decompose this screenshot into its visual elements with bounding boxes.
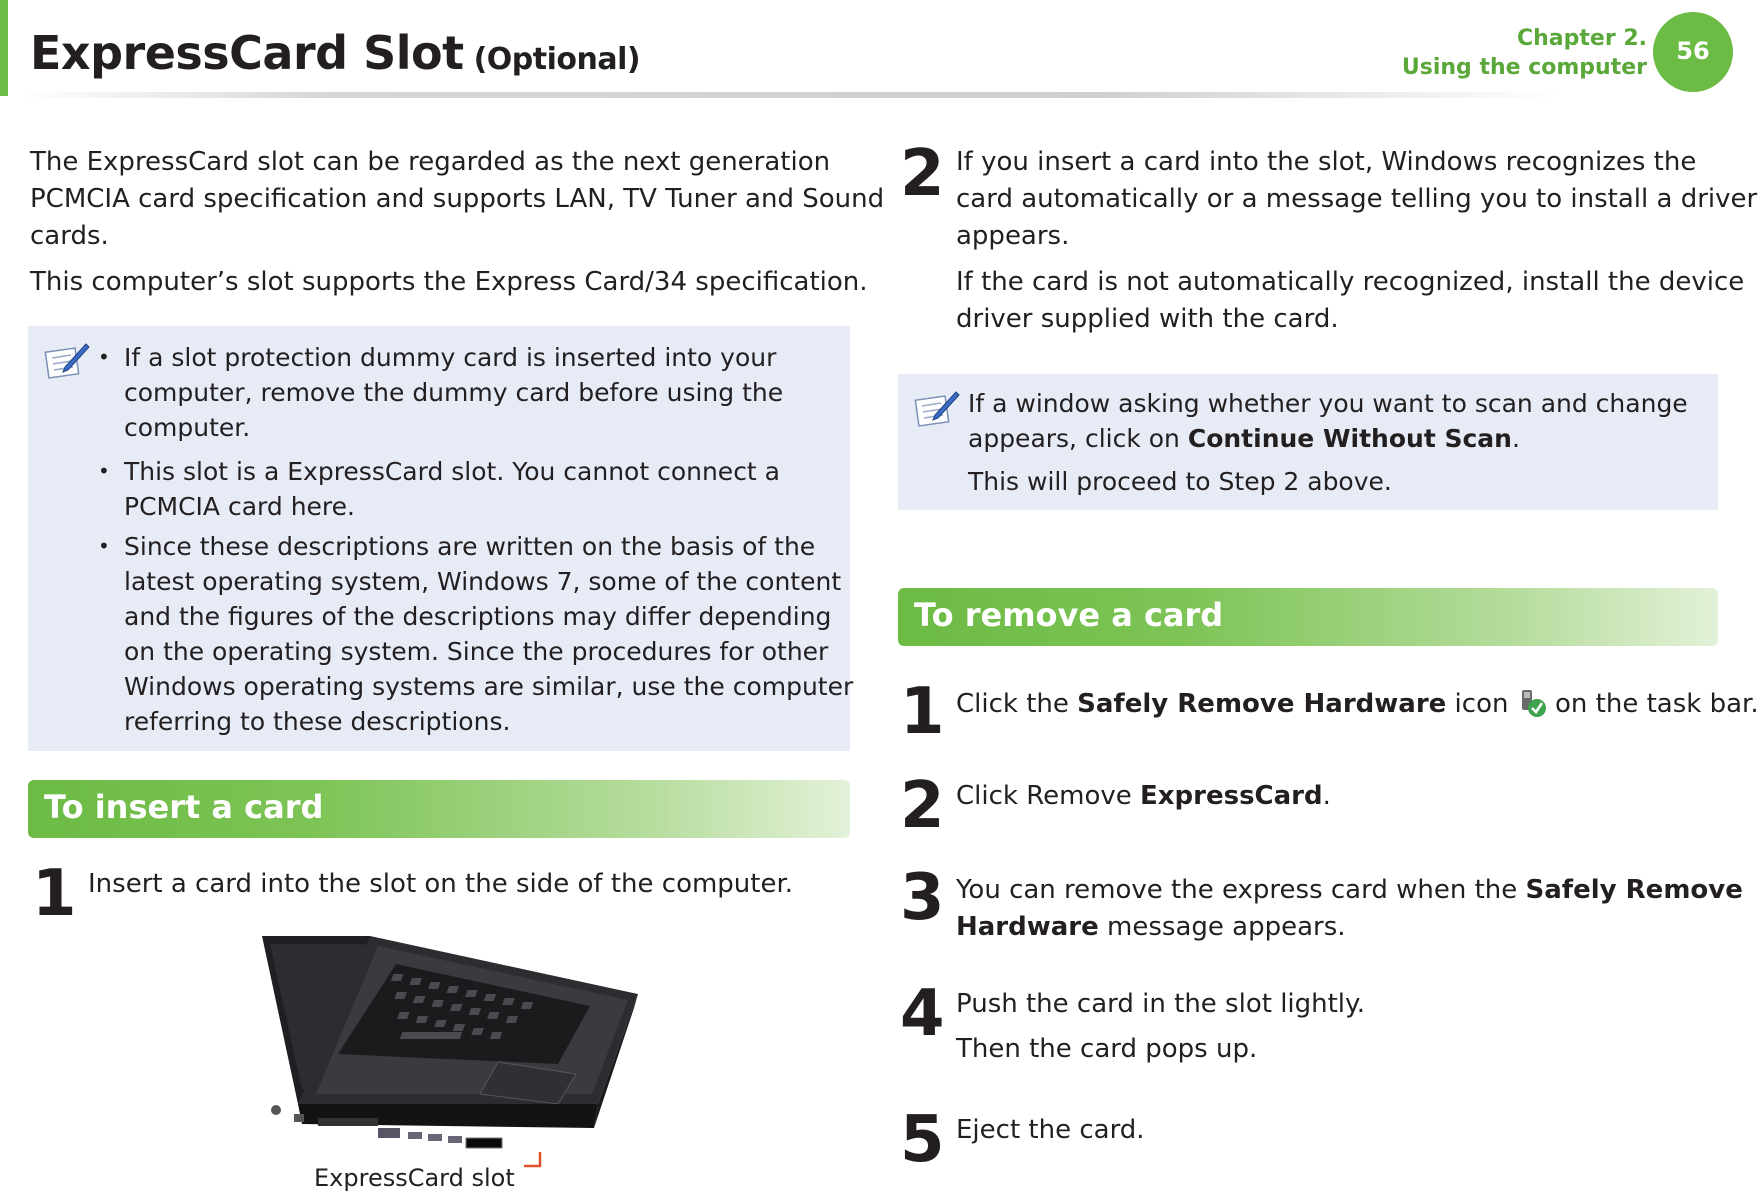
section-heading-remove: To remove a card bbox=[898, 588, 1718, 646]
step-text: You can remove the express card when the Safely Remove Hardware message appears. bbox=[956, 875, 1743, 942]
note-bullet-2: • This slot is a ExpressCard slot. You cannot connect a PCMCIA card here. bbox=[98, 457, 781, 521]
page-number-badge: 56 bbox=[1653, 12, 1733, 92]
note-text: If a window asking whether you want to scan and change appears, click on Continue Without Scan. This will proceed to Step 2 above. bbox=[968, 389, 1688, 496]
title-optional: (Optional) bbox=[473, 42, 641, 77]
step-number: 2 bbox=[900, 137, 945, 211]
note-pencil-icon bbox=[914, 390, 960, 430]
title-accent-bar bbox=[0, 0, 8, 96]
step-number: 4 bbox=[900, 977, 945, 1051]
note-bullet-1: • If a slot protection dummy card is inserted into your computer, remove the dummy card before using the computer. bbox=[98, 343, 784, 442]
step-text: Push the card in the slot lightly. Then the card pops up. bbox=[956, 989, 1365, 1064]
safely-remove-hardware-icon bbox=[1517, 688, 1547, 718]
caption-pointer bbox=[522, 1150, 546, 1170]
step-number: 5 bbox=[900, 1103, 945, 1177]
image-caption: ExpressCard slot bbox=[314, 1164, 515, 1192]
note-bullet-3: • Since these descriptions are written on the basis of the latest operating system, Windows 7, some of the content and the figures of the descriptions may differ depending on the operating system. Since the procedures for other Windows operating systems are similar, use the computer referring to these descriptions. bbox=[98, 532, 854, 736]
intro-paragraph-2: This computer’s slot supports the Express Card/34 specification. bbox=[30, 267, 868, 297]
step-number: 2 bbox=[900, 769, 945, 843]
step-number: 1 bbox=[32, 857, 77, 931]
step-text: Click the Safely Remove Hardware icon on the task bar. bbox=[956, 689, 1759, 719]
header-divider bbox=[20, 92, 1560, 98]
step-number: 3 bbox=[900, 861, 945, 935]
chapter-label: Chapter 2. Using the computer bbox=[1401, 26, 1647, 80]
step-text: Eject the card. bbox=[956, 1115, 1145, 1145]
step-text: Click Remove ExpressCard. bbox=[956, 781, 1331, 811]
section-heading-insert: To insert a card bbox=[28, 780, 850, 838]
step-text: Insert a card into the slot on the side of the computer. bbox=[88, 869, 794, 899]
step-text-extra: If the card is not automatically recognized, install the device driver supplied with the card. bbox=[956, 267, 1745, 334]
laptop-image bbox=[258, 934, 638, 1174]
intro-paragraph: The ExpressCard slot can be regarded as the next generation PCMCIA card specification and supports LAN, TV Tuner and Sound cards. bbox=[30, 147, 885, 251]
note-box bbox=[28, 326, 854, 751]
note-box-right bbox=[898, 374, 1718, 510]
note-pencil-icon bbox=[44, 342, 90, 382]
step-text: If you insert a card into the slot, Windows recognizes the card automatically or a message telling you to install a driver appears. bbox=[956, 147, 1758, 251]
step-number: 1 bbox=[900, 675, 945, 749]
page-title: ExpressCard Slot (Optional) bbox=[30, 26, 641, 80]
